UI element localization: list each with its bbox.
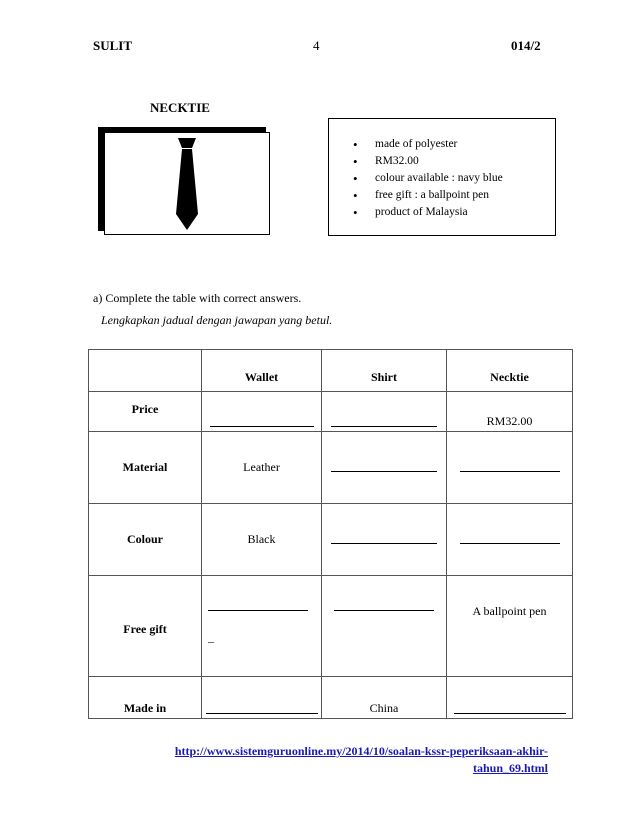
answer-blank-made-in-necktie[interactable]: [447, 677, 573, 719]
blank-line: [334, 598, 434, 611]
page-number: 4: [313, 38, 320, 53]
blank-line: [331, 414, 437, 427]
answer-blank-colour-necktie[interactable]: [447, 504, 573, 576]
cell-colour-wallet: Black: [202, 504, 322, 576]
blank-line: [210, 414, 314, 427]
necktie-icon: [160, 136, 216, 232]
answer-blank-material-necktie[interactable]: [447, 432, 573, 504]
answer-blank-free-gift-shirt[interactable]: [322, 576, 447, 677]
comparison-table: [88, 349, 573, 719]
table-row-colour: [89, 504, 573, 576]
table-corner-cell: [89, 350, 202, 392]
answer-blank-free-gift-wallet[interactable]: [202, 576, 322, 677]
cell-free-gift-necktie: A ballpoint pen: [447, 576, 573, 677]
table-row-made-in: [89, 677, 573, 719]
source-link-line-1[interactable]: http://www.sistemguruonline.my/2014/10/soalan-kssr-peperiksaan-akhir-: [174, 744, 548, 758]
source-link[interactable]: [153, 743, 548, 777]
question-text: a) Complete the table with correct answers.: [93, 291, 302, 305]
cell-price-necktie: RM32.00: [447, 392, 573, 432]
blank-continuation: _: [208, 630, 214, 644]
blank-line: [206, 712, 318, 714]
column-header-shirt: Shirt: [322, 350, 447, 392]
question-text-malay: Lengkapkan jadual dengan jawapan yang betul.: [101, 313, 333, 327]
answer-blank-made-in-wallet[interactable]: [202, 677, 322, 719]
feature-item: • colour available : navy blue: [353, 170, 503, 187]
row-label-material: Material: [89, 432, 202, 504]
column-header-necktie: Necktie: [447, 350, 573, 392]
answer-blank-material-shirt[interactable]: [322, 432, 447, 504]
feature-item: • made of polyester: [353, 136, 503, 153]
blank-line: [208, 598, 308, 611]
header-left: SULIT: [93, 38, 133, 53]
answer-blank-colour-shirt[interactable]: [322, 504, 447, 576]
row-label-price: Price: [89, 392, 202, 432]
features-list: [353, 136, 503, 221]
answer-blank-price-shirt[interactable]: [322, 392, 447, 432]
row-label-made-in: Made in: [89, 677, 202, 719]
feature-item: • free gift : a ballpoint pen: [353, 187, 503, 204]
features-box: [328, 118, 556, 236]
table-row-material: [89, 432, 573, 504]
row-label-colour: Colour: [89, 504, 202, 576]
source-link-line-2[interactable]: tahun_69.html: [472, 761, 548, 775]
answer-blank-price-wallet[interactable]: [202, 392, 322, 432]
blank-line: [460, 459, 560, 472]
header-right: 014/2: [511, 38, 541, 53]
cell-material-wallet: Leather: [202, 432, 322, 504]
product-title: NECKTIE: [150, 100, 210, 115]
table-row-price: [89, 392, 573, 432]
cell-made-in-shirt: China: [322, 677, 447, 719]
blank-line: [454, 712, 566, 714]
blank-line: [460, 531, 560, 544]
row-label-free-gift: Free gift: [89, 576, 202, 677]
table-header-row: [89, 350, 573, 392]
blank-line: [331, 459, 437, 472]
feature-item: • RM32.00: [353, 153, 503, 170]
table-row-free-gift: [89, 576, 573, 677]
feature-item: • product of Malaysia: [353, 204, 503, 221]
column-header-wallet: Wallet: [202, 350, 322, 392]
blank-line: [331, 531, 437, 544]
